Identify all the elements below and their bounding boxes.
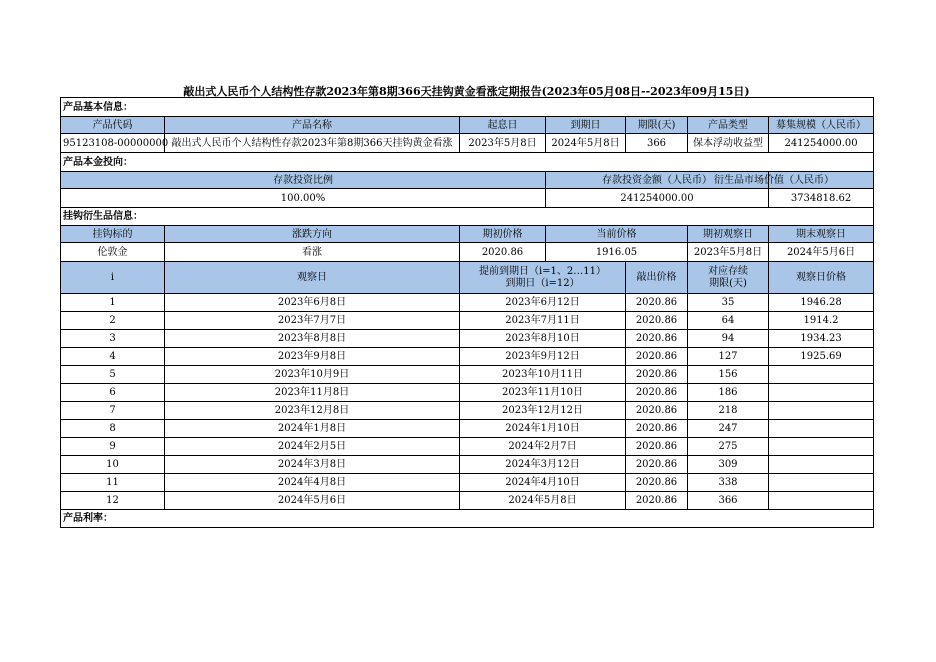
- knockout-price: 2020.86: [626, 492, 688, 510]
- col-header: 到期日: [546, 117, 626, 134]
- current-price: 1916.05: [546, 243, 688, 262]
- knockout-price: 2020.86: [626, 456, 688, 474]
- obs-header-row: [61, 262, 874, 294]
- section-label: 产品基本信息：: [61, 98, 874, 117]
- obs-date: 2024年5月6日: [165, 492, 460, 510]
- invest-amount: 241254000.00: [546, 189, 769, 208]
- obs-row: [61, 402, 874, 420]
- obs-date: 2023年9月8日: [165, 348, 460, 366]
- obs-row: [61, 348, 874, 366]
- obs-row: [61, 312, 874, 330]
- term-days: 127: [688, 348, 769, 366]
- obs-row: [61, 420, 874, 438]
- knockout-price: 2020.86: [626, 420, 688, 438]
- obs-index: 7: [61, 402, 165, 420]
- obs-row: [61, 492, 874, 510]
- obs-row: [61, 438, 874, 456]
- direction: 看涨: [165, 243, 460, 262]
- section-basic-info: [61, 98, 874, 117]
- col-header: 敲出价格: [626, 262, 688, 294]
- obs-price: [769, 474, 874, 492]
- obs-date: 2023年7月7日: [165, 312, 460, 330]
- knockout-price: 2020.86: [626, 330, 688, 348]
- col-header-early: [460, 262, 626, 294]
- term-days: 94: [688, 330, 769, 348]
- col-header: 期初观察日: [688, 226, 769, 243]
- raise-amount: 241254000.00: [769, 134, 874, 153]
- col-header: 当前价格: [546, 226, 688, 243]
- col-header: 期末观察日: [769, 226, 874, 243]
- obs-date: 2023年12月8日: [165, 402, 460, 420]
- early-date: 2023年10月11日: [460, 366, 626, 384]
- early-date: 2024年1月10日: [460, 420, 626, 438]
- term-days: 275: [688, 438, 769, 456]
- term-days: 309: [688, 456, 769, 474]
- section-rate: [61, 510, 874, 528]
- early-date: 2023年11月10日: [460, 384, 626, 402]
- obs-index: 10: [61, 456, 165, 474]
- early-date: 2023年7月11日: [460, 312, 626, 330]
- term-days: 64: [688, 312, 769, 330]
- obs-date: 2024年2月5日: [165, 438, 460, 456]
- term-days: 366: [626, 134, 688, 153]
- obs-index: 11: [61, 474, 165, 492]
- end-date: 2024年5月8日: [546, 134, 626, 153]
- col-header: 存款投资金额（人民币）: [546, 172, 769, 189]
- obs-price: [769, 492, 874, 510]
- obs-price: [769, 384, 874, 402]
- product-name: 敲出式人民币个人结构性存款2023年第8期366天挂钩黄金看涨: [165, 134, 460, 153]
- obs-index: 2: [61, 312, 165, 330]
- report-title: 敲出式人民币个人结构性存款2023年第8期366天挂钩黄金看涨定期报告(2023年05月08日--2023年09月15日): [183, 85, 750, 98]
- invest-ratio: 100.00%: [61, 189, 546, 208]
- product-type: 保本浮动收益型: [688, 134, 769, 153]
- knockout-price: 2020.86: [626, 474, 688, 492]
- obs-price: [769, 402, 874, 420]
- obs-price: [769, 438, 874, 456]
- basic-value-row: [61, 134, 874, 153]
- term-days: 338: [688, 474, 769, 492]
- obs-index: 4: [61, 348, 165, 366]
- obs-row: [61, 330, 874, 348]
- obs-date: 2023年10月9日: [165, 366, 460, 384]
- col-header: 观察日: [165, 262, 460, 294]
- obs-index: 9: [61, 438, 165, 456]
- obs-date: 2024年3月8日: [165, 456, 460, 474]
- col-header: 期限(天): [626, 117, 688, 134]
- obs-row: [61, 384, 874, 402]
- obs-date: 2023年11月8日: [165, 384, 460, 402]
- col-header: 期初价格: [460, 226, 546, 243]
- obs-date: 2024年4月8日: [165, 474, 460, 492]
- knockout-price: 2020.86: [626, 366, 688, 384]
- knockout-price: 2020.86: [626, 294, 688, 312]
- obs-date: 2024年1月8日: [165, 420, 460, 438]
- obs-price: 1925.69: [769, 348, 874, 366]
- section-label: 产品利率：: [61, 510, 874, 528]
- col-header: 涨跌方向: [165, 226, 460, 243]
- section-label: 挂钩衍生品信息：: [61, 208, 874, 226]
- section-principal: [61, 153, 874, 172]
- obs-row: [61, 456, 874, 474]
- report-table: [60, 97, 874, 528]
- product-code: 95123108-00000000: [61, 134, 165, 153]
- derivative-value-row: [61, 243, 874, 262]
- obs-index: 6: [61, 384, 165, 402]
- col-header: [714, 172, 874, 189]
- early-date: 2024年5月8日: [460, 492, 626, 510]
- knockout-price: 2020.86: [626, 312, 688, 330]
- obs-index: 5: [61, 366, 165, 384]
- obs-price: 1914.2: [769, 312, 874, 330]
- term-days: 247: [688, 420, 769, 438]
- section-derivative: [61, 208, 874, 226]
- derivative-value: 3734818.62: [769, 189, 874, 208]
- col-header-term: [688, 262, 769, 294]
- col-header-term-line2: 期限(天): [709, 277, 747, 289]
- obs-price: [769, 366, 874, 384]
- col-header: 起息日: [460, 117, 546, 134]
- start-date: 2023年5月8日: [460, 134, 546, 153]
- col-header: 产品类型: [688, 117, 769, 134]
- early-date: 2023年9月12日: [460, 348, 626, 366]
- obs-index: 12: [61, 492, 165, 510]
- col-header: 产品名称: [165, 117, 460, 134]
- early-date: 2024年2月7日: [460, 438, 626, 456]
- derivative-header-row: [61, 226, 874, 243]
- knockout-price: 2020.86: [626, 384, 688, 402]
- col-header: 产品代码: [61, 117, 165, 134]
- obs-price: 1946.28: [769, 294, 874, 312]
- knockout-price: 2020.86: [626, 348, 688, 366]
- obs-price: [769, 456, 874, 474]
- knockout-price: 2020.86: [626, 402, 688, 420]
- basic-header-row: [61, 117, 874, 134]
- knockout-price: 2020.86: [626, 438, 688, 456]
- obs-price: 1934.23: [769, 330, 874, 348]
- term-days: 218: [688, 402, 769, 420]
- initial-price: 2020.86: [460, 243, 546, 262]
- term-days: 366: [688, 492, 769, 510]
- col-header: i: [61, 262, 165, 294]
- term-days: 186: [688, 384, 769, 402]
- obs-row: [61, 474, 874, 492]
- col-header: 观察日价格: [769, 262, 874, 294]
- early-date: 2023年12月12日: [460, 402, 626, 420]
- col-header-term-line1: 对应存续: [708, 265, 748, 277]
- term-days: 35: [688, 294, 769, 312]
- early-date: 2024年3月12日: [460, 456, 626, 474]
- principal-value-row: [61, 189, 874, 208]
- final-obs-date: 2024年5月6日: [769, 243, 874, 262]
- obs-row: [61, 294, 874, 312]
- obs-date: 2023年8月8日: [165, 330, 460, 348]
- col-header-early-line1: 提前到期日（i=1、2…11）: [478, 265, 607, 277]
- col-header: 存款投资比例: [61, 172, 546, 189]
- early-date: 2023年8月10日: [460, 330, 626, 348]
- obs-date: 2023年6月8日: [165, 294, 460, 312]
- col-header: 挂钩标的: [61, 226, 165, 243]
- col-header: 募集规模（人民币）: [769, 117, 874, 134]
- obs-row: [61, 366, 874, 384]
- early-date: 2023年6月12日: [460, 294, 626, 312]
- col-header-text: 衍生品市场价值（人民币）: [714, 174, 834, 186]
- section-label: 产品本金投向：: [61, 153, 874, 172]
- principal-header-row: [61, 172, 874, 189]
- col-header-early-line2: 到期日（i=12）: [505, 277, 580, 289]
- obs-index: 1: [61, 294, 165, 312]
- obs-index: 3: [61, 330, 165, 348]
- obs-index: 8: [61, 420, 165, 438]
- initial-obs-date: 2023年5月8日: [688, 243, 769, 262]
- term-days: 156: [688, 366, 769, 384]
- underlying: 伦敦金: [61, 243, 165, 262]
- early-date: 2024年4月10日: [460, 474, 626, 492]
- obs-price: [769, 420, 874, 438]
